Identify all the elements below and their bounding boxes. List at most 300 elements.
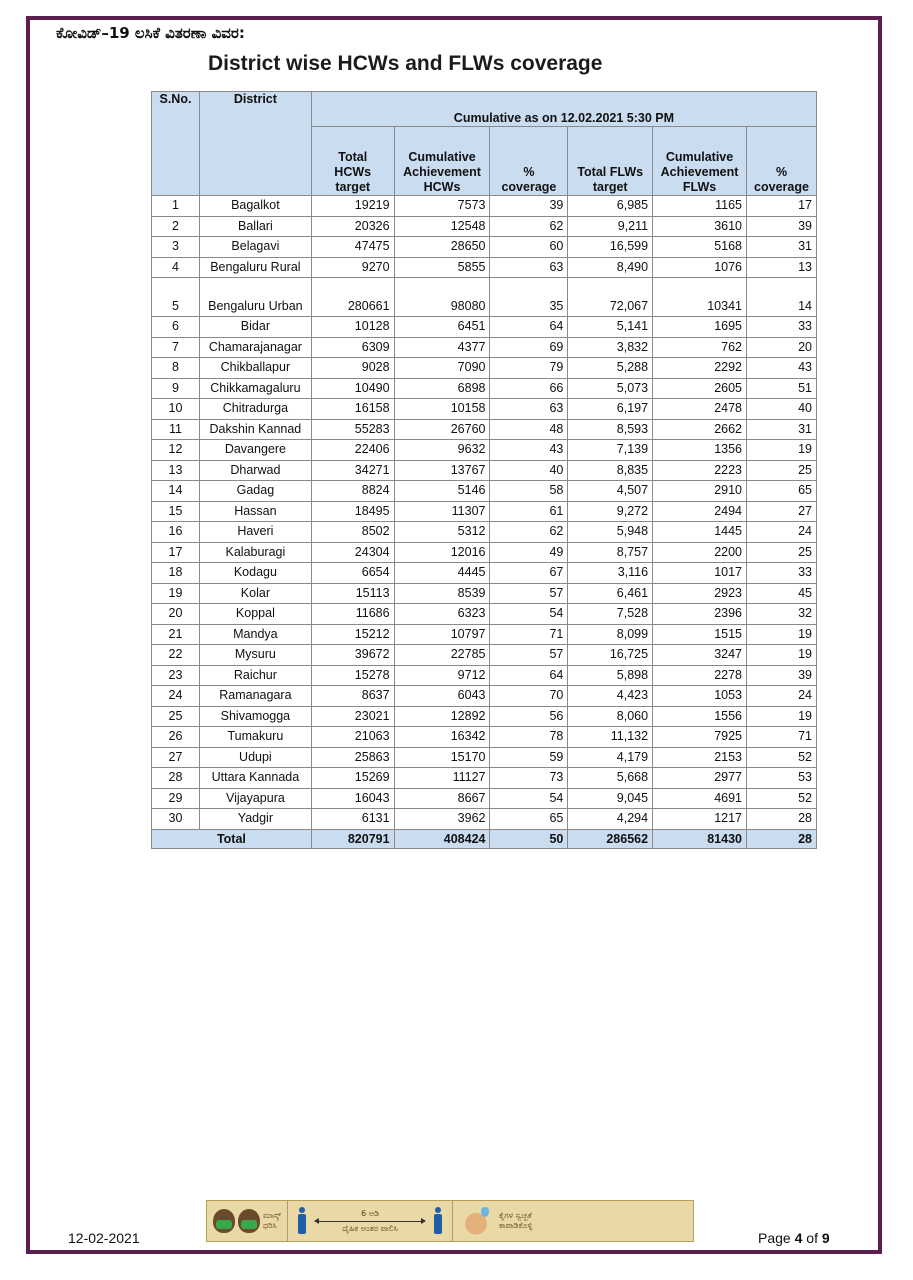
pct-flws-cell: 40 — [747, 399, 817, 420]
cum-flws-cell: 10341 — [653, 278, 747, 317]
table-row — [152, 727, 817, 748]
cum-flws-cell: 2494 — [653, 501, 747, 522]
header-total-flws: Total FLWs target — [568, 127, 653, 196]
pct-flws-cell: 19 — [747, 645, 817, 666]
cum-hcws-cell: 7090 — [394, 358, 490, 379]
pct-hcws-cell: 43 — [490, 440, 568, 461]
cum-flws-cell: 1076 — [653, 257, 747, 278]
header-pct-flws: % coverage — [747, 127, 817, 196]
cum-flws-cell: 2278 — [653, 665, 747, 686]
total-hcws-cell: 10128 — [311, 317, 394, 338]
district-cell: Ramanagara — [199, 686, 311, 707]
total-flws-cell: 5,288 — [568, 358, 653, 379]
pct-hcws-cell: 57 — [490, 583, 568, 604]
table-row — [152, 788, 817, 809]
header-cum-hcws: Cumulative Achievement HCWs — [394, 127, 490, 196]
sno-cell: 18 — [152, 563, 200, 584]
table-row — [152, 358, 817, 379]
cum-flws-cell: 1217 — [653, 809, 747, 830]
table-row — [152, 583, 817, 604]
sno-cell: 22 — [152, 645, 200, 666]
cum-flws-cell: 2223 — [653, 460, 747, 481]
total-hcws-cell: 16043 — [311, 788, 394, 809]
district-cell: Dharwad — [199, 460, 311, 481]
pct-flws-cell: 13 — [747, 257, 817, 278]
table-row — [152, 522, 817, 543]
table-row — [152, 419, 817, 440]
cum-flws-cell: 2153 — [653, 747, 747, 768]
pct-flws-cell: 31 — [747, 419, 817, 440]
total-flws-cell: 9,272 — [568, 501, 653, 522]
cum-hcws-cell: 12548 — [394, 216, 490, 237]
sno-cell: 20 — [152, 604, 200, 625]
sno-cell: 1 — [152, 196, 200, 217]
page-number: Page 4 of 9 — [758, 1230, 830, 1246]
district-cell: Tumakuru — [199, 727, 311, 748]
pct-hcws-cell: 73 — [490, 768, 568, 789]
sno-cell: 5 — [152, 278, 200, 317]
coverage-table — [151, 91, 817, 849]
cum-hcws-cell: 98080 — [394, 278, 490, 317]
total-flws-cell: 3,116 — [568, 563, 653, 584]
header-total-hcws: Total HCWs target — [311, 127, 394, 196]
cum-flws-cell: 5168 — [653, 237, 747, 258]
total-hcws-cell: 16158 — [311, 399, 394, 420]
pct-flws-cell: 52 — [747, 788, 817, 809]
total-hcws-cell: 21063 — [311, 727, 394, 748]
total-flws-cell: 8,490 — [568, 257, 653, 278]
pct-hcws-cell: 54 — [490, 788, 568, 809]
kannada-title: ಕೋವಿಡ್–19 ಲಸಿಕೆ ವಿತರಣಾ ವಿವರ: — [56, 24, 245, 42]
pct-hcws-cell: 65 — [490, 809, 568, 830]
table-row — [152, 481, 817, 502]
total-flws-cell: 8,593 — [568, 419, 653, 440]
total-hcws-sum: 820791 — [311, 829, 394, 848]
person-icon — [434, 1207, 442, 1235]
pct-flws-cell: 45 — [747, 583, 817, 604]
district-cell: Mysuru — [199, 645, 311, 666]
sno-cell: 28 — [152, 768, 200, 789]
cum-hcws-cell: 11127 — [394, 768, 490, 789]
sno-cell: 16 — [152, 522, 200, 543]
pct-hcws-cell: 40 — [490, 460, 568, 481]
sno-cell: 14 — [152, 481, 200, 502]
total-flws-cell: 7,528 — [568, 604, 653, 625]
total-hcws-cell: 39672 — [311, 645, 394, 666]
cum-hcws-cell: 9712 — [394, 665, 490, 686]
table-row — [152, 196, 817, 217]
pct-hcws-cell: 49 — [490, 542, 568, 563]
district-cell: Davangere — [199, 440, 311, 461]
cum-hcws-cell: 3962 — [394, 809, 490, 830]
total-hcws-cell: 47475 — [311, 237, 394, 258]
total-flws-cell: 6,985 — [568, 196, 653, 217]
masked-face-icon — [213, 1209, 235, 1233]
pct-flws-cell: 32 — [747, 604, 817, 625]
pct-hcws-cell: 54 — [490, 604, 568, 625]
cum-hcws-cell: 5146 — [394, 481, 490, 502]
pct-flws-cell: 20 — [747, 337, 817, 358]
total-hcws-cell: 24304 — [311, 542, 394, 563]
pct-hcws-cell: 67 — [490, 563, 568, 584]
sno-cell: 30 — [152, 809, 200, 830]
cum-flws-cell: 7925 — [653, 727, 747, 748]
total-flws-cell: 5,898 — [568, 665, 653, 686]
mask-text: ಮಾಸ್ಕ್ ಧರಿಸಿ — [263, 1211, 282, 1230]
total-flws-cell: 5,948 — [568, 522, 653, 543]
pct-flws-cell: 33 — [747, 563, 817, 584]
cum-hcws-cell: 4445 — [394, 563, 490, 584]
table-row — [152, 216, 817, 237]
total-hcws-cell: 280661 — [311, 278, 394, 317]
header-pct-hcws: % coverage — [490, 127, 568, 196]
sno-cell: 10 — [152, 399, 200, 420]
total-flws-cell: 9,211 — [568, 216, 653, 237]
cum-hcws-cell: 6451 — [394, 317, 490, 338]
footer-date: 12-02-2021 — [68, 1230, 140, 1246]
hands-segment — [453, 1201, 538, 1241]
total-flws-cell: 8,757 — [568, 542, 653, 563]
cum-flws-cell: 1695 — [653, 317, 747, 338]
cum-hcws-cell: 28650 — [394, 237, 490, 258]
pct-hcws-cell: 63 — [490, 399, 568, 420]
total-hcws-cell: 9028 — [311, 358, 394, 379]
total-hcws-cell: 20326 — [311, 216, 394, 237]
total-hcws-cell: 11686 — [311, 604, 394, 625]
total-hcws-cell: 19219 — [311, 196, 394, 217]
district-cell: Gadag — [199, 481, 311, 502]
total-flws-cell: 8,099 — [568, 624, 653, 645]
table-row — [152, 563, 817, 584]
table-row — [152, 768, 817, 789]
pct-hcws-cell: 60 — [490, 237, 568, 258]
cum-flws-cell: 1053 — [653, 686, 747, 707]
cum-hcws-cell: 8667 — [394, 788, 490, 809]
total-flws-cell: 6,461 — [568, 583, 653, 604]
pct-flws-cell: 25 — [747, 542, 817, 563]
district-cell: Bengaluru Urban — [199, 278, 311, 317]
pct-hcws-cell: 79 — [490, 358, 568, 379]
district-cell: Mandya — [199, 624, 311, 645]
pct-flws-cell: 19 — [747, 440, 817, 461]
pct-hcws-cell: 78 — [490, 727, 568, 748]
sno-cell: 2 — [152, 216, 200, 237]
pct-hcws-cell: 39 — [490, 196, 568, 217]
sno-cell: 8 — [152, 358, 200, 379]
table-row — [152, 747, 817, 768]
total-flws-cell: 5,668 — [568, 768, 653, 789]
district-cell: Chikkamagaluru — [199, 378, 311, 399]
total-flws-cell: 5,141 — [568, 317, 653, 338]
total-label: Total — [152, 829, 312, 848]
total-hcws-cell: 25863 — [311, 747, 394, 768]
pct-flws-cell: 39 — [747, 216, 817, 237]
person-icon — [298, 1207, 306, 1235]
table-row — [152, 686, 817, 707]
total-flws-cell: 6,197 — [568, 399, 653, 420]
table-row — [152, 809, 817, 830]
sno-cell: 9 — [152, 378, 200, 399]
pct-flws-cell: 33 — [747, 317, 817, 338]
district-cell: Bagalkot — [199, 196, 311, 217]
pct-flws-cell: 28 — [747, 809, 817, 830]
cum-flws-cell: 2605 — [653, 378, 747, 399]
table-body — [152, 196, 817, 849]
district-cell: Bidar — [199, 317, 311, 338]
cum-hcws-cell: 16342 — [394, 727, 490, 748]
pct-flws-total: 28 — [747, 829, 817, 848]
cum-flws-cell: 2478 — [653, 399, 747, 420]
table-row — [152, 257, 817, 278]
table-row — [152, 399, 817, 420]
district-cell: Kodagu — [199, 563, 311, 584]
total-flws-cell: 16,599 — [568, 237, 653, 258]
district-cell: Vijayapura — [199, 788, 311, 809]
sno-cell: 29 — [152, 788, 200, 809]
distance-label: 6 ಅಡಿ — [361, 1208, 380, 1218]
pct-flws-cell: 17 — [747, 196, 817, 217]
pct-hcws-cell: 66 — [490, 378, 568, 399]
total-flws-cell: 8,060 — [568, 706, 653, 727]
table-row — [152, 378, 817, 399]
cum-hcws-cell: 6323 — [394, 604, 490, 625]
cum-flws-cell: 1356 — [653, 440, 747, 461]
total-hcws-cell: 15212 — [311, 624, 394, 645]
cum-hcws-cell: 4377 — [394, 337, 490, 358]
district-cell: Udupi — [199, 747, 311, 768]
total-hcws-cell: 22406 — [311, 440, 394, 461]
sno-cell: 13 — [152, 460, 200, 481]
sno-cell: 12 — [152, 440, 200, 461]
pct-hcws-cell: 57 — [490, 645, 568, 666]
district-cell: Hassan — [199, 501, 311, 522]
pct-flws-cell: 25 — [747, 460, 817, 481]
cum-flws-cell: 1017 — [653, 563, 747, 584]
sno-cell: 4 — [152, 257, 200, 278]
pct-hcws-total: 50 — [490, 829, 568, 848]
header-district: District — [199, 92, 311, 196]
pct-hcws-cell: 71 — [490, 624, 568, 645]
total-hcws-cell: 8502 — [311, 522, 394, 543]
table-row — [152, 460, 817, 481]
pct-flws-cell: 19 — [747, 706, 817, 727]
sno-cell: 21 — [152, 624, 200, 645]
double-arrow-icon — [315, 1221, 425, 1222]
total-flws-cell: 3,832 — [568, 337, 653, 358]
total-hcws-cell: 55283 — [311, 419, 394, 440]
district-cell: Kalaburagi — [199, 542, 311, 563]
cum-hcws-cell: 11307 — [394, 501, 490, 522]
cum-flws-cell: 2923 — [653, 583, 747, 604]
cum-flws-cell: 2200 — [653, 542, 747, 563]
sno-cell: 27 — [152, 747, 200, 768]
total-flws-cell: 72,067 — [568, 278, 653, 317]
total-hcws-cell: 34271 — [311, 460, 394, 481]
total-hcws-cell: 23021 — [311, 706, 394, 727]
pct-hcws-cell: 56 — [490, 706, 568, 727]
total-flws-sum: 286562 — [568, 829, 653, 848]
pct-flws-cell: 53 — [747, 768, 817, 789]
cum-hcws-cell: 9632 — [394, 440, 490, 461]
pct-hcws-cell: 59 — [490, 747, 568, 768]
pct-flws-cell: 24 — [747, 522, 817, 543]
cum-hcws-sum: 408424 — [394, 829, 490, 848]
total-hcws-cell: 18495 — [311, 501, 394, 522]
distance-segment — [288, 1201, 453, 1241]
district-cell: Shivamogga — [199, 706, 311, 727]
table-row — [152, 317, 817, 338]
table-row — [152, 542, 817, 563]
sno-cell: 26 — [152, 727, 200, 748]
total-hcws-cell: 6131 — [311, 809, 394, 830]
safety-banner — [206, 1200, 694, 1242]
table-row — [152, 501, 817, 522]
cum-flws-cell: 3247 — [653, 645, 747, 666]
cum-flws-cell: 2396 — [653, 604, 747, 625]
sno-cell: 17 — [152, 542, 200, 563]
district-cell: Koppal — [199, 604, 311, 625]
sno-cell: 25 — [152, 706, 200, 727]
table-row — [152, 278, 817, 317]
pct-hcws-cell: 63 — [490, 257, 568, 278]
total-hcws-cell: 8824 — [311, 481, 394, 502]
cum-hcws-cell: 12016 — [394, 542, 490, 563]
total-hcws-cell: 9270 — [311, 257, 394, 278]
cum-flws-cell: 1515 — [653, 624, 747, 645]
cum-flws-cell: 762 — [653, 337, 747, 358]
pct-hcws-cell: 70 — [490, 686, 568, 707]
cum-flws-cell: 2910 — [653, 481, 747, 502]
total-flws-cell: 4,423 — [568, 686, 653, 707]
pct-flws-cell: 31 — [747, 237, 817, 258]
pct-flws-cell: 39 — [747, 665, 817, 686]
district-cell: Kolar — [199, 583, 311, 604]
table-row — [152, 604, 817, 625]
table-row — [152, 337, 817, 358]
total-flws-cell: 9,045 — [568, 788, 653, 809]
district-cell: Haveri — [199, 522, 311, 543]
total-hcws-cell: 10490 — [311, 378, 394, 399]
total-hcws-cell: 6309 — [311, 337, 394, 358]
pct-hcws-cell: 69 — [490, 337, 568, 358]
pct-hcws-cell: 64 — [490, 317, 568, 338]
cum-flws-sum: 81430 — [653, 829, 747, 848]
pct-flws-cell: 24 — [747, 686, 817, 707]
pct-flws-cell: 14 — [747, 278, 817, 317]
sno-cell: 24 — [152, 686, 200, 707]
pct-flws-cell: 52 — [747, 747, 817, 768]
table-row — [152, 665, 817, 686]
pct-flws-cell: 51 — [747, 378, 817, 399]
distance-text: ದೈಹಿಕ ಅಂತರ ಪಾಲಿಸಿ — [342, 1223, 398, 1233]
total-flws-cell: 5,073 — [568, 378, 653, 399]
header-cum-flws: Cumulative Achievement FLWs — [653, 127, 747, 196]
total-hcws-cell: 15269 — [311, 768, 394, 789]
sno-cell: 7 — [152, 337, 200, 358]
pct-flws-cell: 27 — [747, 501, 817, 522]
hand-wash-icon — [459, 1207, 493, 1235]
total-flws-cell: 16,725 — [568, 645, 653, 666]
sno-cell: 23 — [152, 665, 200, 686]
cum-flws-cell: 1165 — [653, 196, 747, 217]
pct-flws-cell: 43 — [747, 358, 817, 379]
cum-hcws-cell: 13767 — [394, 460, 490, 481]
cum-flws-cell: 3610 — [653, 216, 747, 237]
total-row — [152, 829, 817, 848]
total-flws-cell: 4,507 — [568, 481, 653, 502]
masked-face-icon — [238, 1209, 260, 1233]
sno-cell: 15 — [152, 501, 200, 522]
pct-hcws-cell: 64 — [490, 665, 568, 686]
total-flws-cell: 7,139 — [568, 440, 653, 461]
table-row — [152, 440, 817, 461]
district-cell: Yadgir — [199, 809, 311, 830]
cum-hcws-cell: 5855 — [394, 257, 490, 278]
cum-hcws-cell: 12892 — [394, 706, 490, 727]
table-row — [152, 237, 817, 258]
district-cell: Bengaluru Rural — [199, 257, 311, 278]
district-cell: Dakshin Kannad — [199, 419, 311, 440]
total-hcws-cell: 6654 — [311, 563, 394, 584]
district-cell: Ballari — [199, 216, 311, 237]
cum-hcws-cell: 15170 — [394, 747, 490, 768]
total-flws-cell: 11,132 — [568, 727, 653, 748]
pct-hcws-cell: 58 — [490, 481, 568, 502]
cum-flws-cell: 1445 — [653, 522, 747, 543]
sno-cell: 6 — [152, 317, 200, 338]
cum-flws-cell: 1556 — [653, 706, 747, 727]
pct-hcws-cell: 62 — [490, 216, 568, 237]
sno-cell: 3 — [152, 237, 200, 258]
table-row — [152, 624, 817, 645]
pct-hcws-cell: 62 — [490, 522, 568, 543]
cum-hcws-cell: 10158 — [394, 399, 490, 420]
district-cell: Raichur — [199, 665, 311, 686]
cum-flws-cell: 2292 — [653, 358, 747, 379]
table-row — [152, 645, 817, 666]
cum-hcws-cell: 5312 — [394, 522, 490, 543]
cum-hcws-cell: 8539 — [394, 583, 490, 604]
cum-hcws-cell: 6043 — [394, 686, 490, 707]
total-flws-cell: 4,294 — [568, 809, 653, 830]
district-cell: Uttara Kannada — [199, 768, 311, 789]
sno-cell: 19 — [152, 583, 200, 604]
district-cell: Chikballapur — [199, 358, 311, 379]
cum-flws-cell: 2977 — [653, 768, 747, 789]
cum-hcws-cell: 22785 — [394, 645, 490, 666]
table-row — [152, 706, 817, 727]
cum-hcws-cell: 10797 — [394, 624, 490, 645]
pct-flws-cell: 19 — [747, 624, 817, 645]
total-hcws-cell: 8637 — [311, 686, 394, 707]
district-cell: Chamarajanagar — [199, 337, 311, 358]
pct-flws-cell: 65 — [747, 481, 817, 502]
sno-cell: 11 — [152, 419, 200, 440]
pct-hcws-cell: 35 — [490, 278, 568, 317]
total-flws-cell: 4,179 — [568, 747, 653, 768]
pct-hcws-cell: 48 — [490, 419, 568, 440]
header-sno: S.No. — [152, 92, 200, 196]
district-cell: Belagavi — [199, 237, 311, 258]
pct-flws-cell: 71 — [747, 727, 817, 748]
hands-text: ಕೈಗಳ ಸ್ವಚ್ಛತೆ ಕಾಪಾಡಿಕೊಳ್ಳಿ — [499, 1211, 533, 1230]
total-hcws-cell: 15278 — [311, 665, 394, 686]
pct-hcws-cell: 61 — [490, 501, 568, 522]
cum-flws-cell: 2662 — [653, 419, 747, 440]
total-hcws-cell: 15113 — [311, 583, 394, 604]
cum-flws-cell: 4691 — [653, 788, 747, 809]
header-cumulative: Cumulative as on 12.02.2021 5:30 PM — [311, 92, 816, 127]
